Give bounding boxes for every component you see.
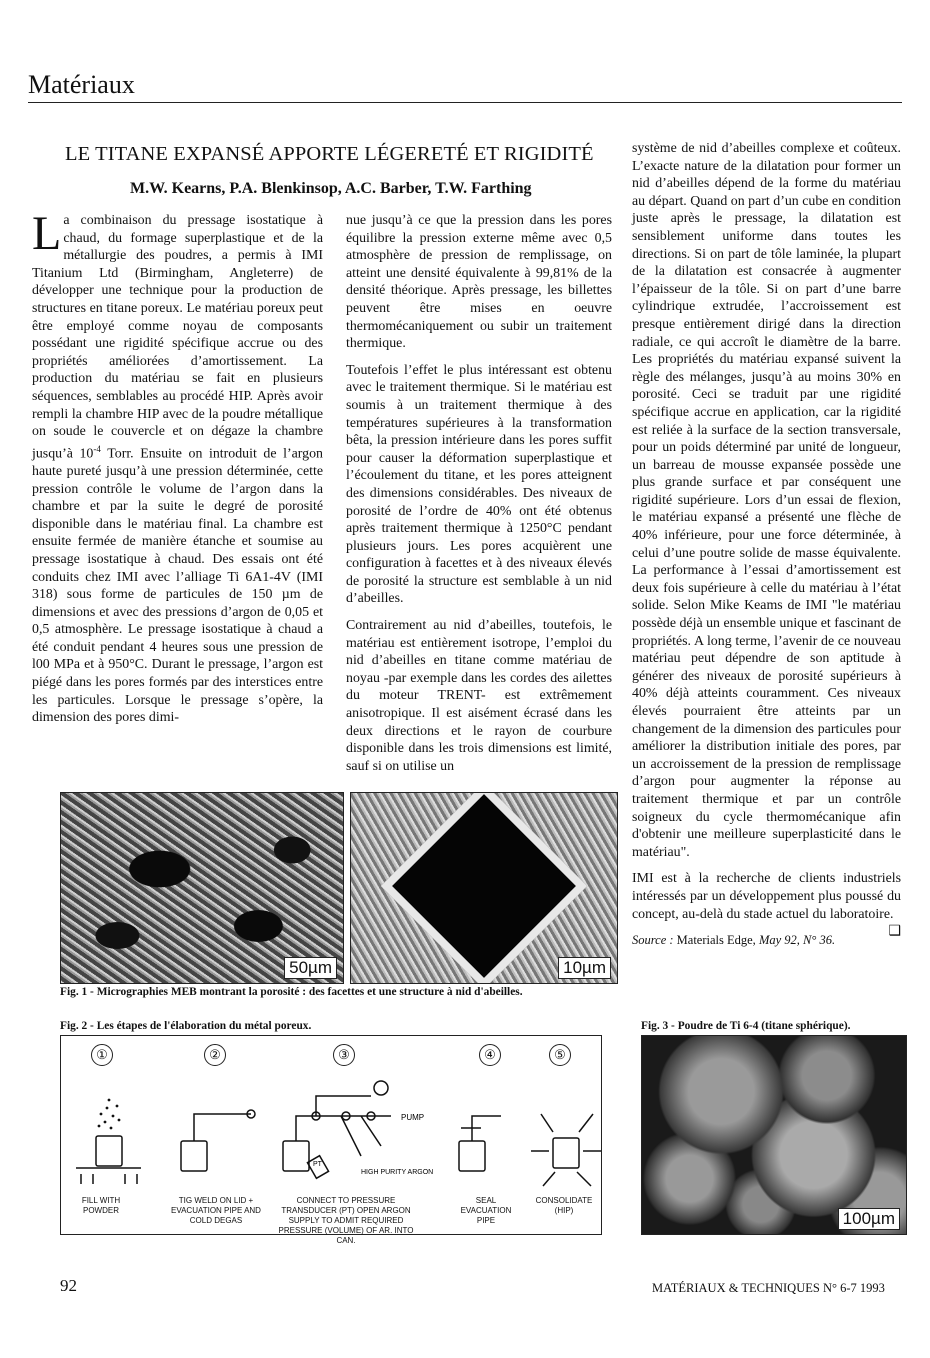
scale-bar-label: 50µm (284, 957, 337, 979)
column-2 (346, 212, 612, 784)
step-2-label: TIG WELD ON LID + EVACUATION PIPE AND COLD DEGAS (171, 1196, 261, 1225)
pump-label: PUMP (401, 1113, 425, 1122)
end-mark: ❑ (888, 924, 901, 940)
journal-name: MATÉRIAUX & TECHNIQUES N° 6-7 1993 (652, 1281, 885, 1295)
column-1 (32, 207, 324, 736)
article-authors: M.W. Kearns, P.A. Blenkinsop, A.C. Barber, T.W. Farthing (130, 180, 532, 197)
step-5-number: ⑤ (549, 1044, 571, 1066)
step-1-number: ① (91, 1044, 113, 1066)
col3-paragraph-1: système de nid d’abeilles complexe et coûteux. L’exacte nature de la dilatation pour former un nid d’abeilles dépend de la forme du matériau au départ. Quand on part d’un cube en condition juste après le pressage, la dilatation est sensiblement uniforme dans toutes les directions. Si on part de tôle laminée, la plupart de la dilatation est consacrée à augmenter l’épaisseur de la tôle. Si on part d’une barre cylindrique extrudée, l’accroissement est presque entièrement dirigé dans la direction radiale, ce qui accroît le diamètre de la barre. Les propriétés du matériau expansé suivent la règle des mélanges, jusqu’à au moins 30% en porosité. Ceci se traduit par une rigidité spécifique accrue en application, car la rigidité est reliée à la surface de la section transversale, pour un poids déterminé par unité de longueur, un barreau de mousse expansée possède une plus grande surface et par conséquent une rigidité supérieure. Lors d’un essai de flexion, le matériau expansé a présenté une flèche de 40% inférieure, pour une force déterminée, à celui d’une poutre solide de masse équivalente. La performance à l’essai d’amortissement est deux fois supérieure à celle du matériau à l’état solide. Selon Mike Keams de IMI "le matériau possède déjà un ensemble unique et fascinant de propriétés. A long terme, l’avenir de ce nouveau matériau peut dépendre de son aptitude à générer des niveaux de porosité supérieurs à 40% déjà atteints couramment. Ces niveaux élevés pourraient être atteints par un changement de la dimension des particules pour améliorer la distribution initiale des pores, par un accroissement de la pression de remplissage d’argon pour augmenter la réponse au traitement thermique et par un contrôle soigneux du cycle thermomécanique afin d'obtenir une meilleure superplasticité dans le matériau". (632, 141, 901, 860)
source-label: Source : (632, 933, 674, 948)
step-3-label: CONNECT TO PRESSURE TRANSDUCER (PT) OPEN ARGON SUPPLY TO ADMIT REQUIRED PRESSURE (VOLUME) OF AR. INTO CAN. (278, 1196, 414, 1245)
source-text: Materials Edge, (673, 933, 759, 948)
argon-label: HIGH PURITY ARGON (361, 1169, 434, 1176)
process-schematic (61, 1036, 601, 1196)
page-number: 92 (60, 1276, 77, 1295)
column-1-paragraph (32, 207, 324, 727)
step-4-label: SEAL EVACUATION PIPE (460, 1196, 512, 1225)
pore-facet (381, 792, 587, 984)
micrograph-1 (60, 792, 344, 984)
col1-text-b: Torr. Ensuite on introduit de l’argon haute pureté jusqu’à une pression déterminée, cette pression contrôle le volume de l’argon dans la chambre et par la suite le degré de porosité disponible dans le matériau final. La chambre est ensuite fermée de manière étanche et soumise au pressage isostatique à chaud. Des essais ont été conduits chez IMI avec l’alliage Ti 6A1-4V (IMI 318) sous forme de particules de 150 µm de dimensions et avec des pressions d’argon de 0,05 et 0,5 atmosphère. Le pressage isostatique à chaud a été conduit pendant 4 heures sous une pression de l00 MPa et à 950°C. Durant le pressage, l’argon est piégé dans les pores formés par des interstices entre les particules. Lorsque le pressage s’opère, la dimension des pores dimi- (32, 446, 324, 726)
micrograph-2 (350, 792, 618, 984)
powder-micrograph (641, 1035, 907, 1235)
col3-paragraph-2 (632, 870, 901, 940)
col3-text: IMI est à la recherche de clients industriels intéressés par un développement plus poussé du concept, au-delà du stade actuel du laboratoire. (632, 871, 901, 922)
pt-label: PT (313, 1161, 322, 1168)
scale-bar-label: 100µm (838, 1208, 900, 1230)
scale-bar-label: 10µm (558, 957, 611, 979)
figure-3-caption: Fig. 3 - Poudre de Ti 6-4 (titane sphérique). (641, 1020, 851, 1032)
step-2-number: ② (204, 1044, 226, 1066)
figure-2-caption: Fig. 2 - Les étapes de l'élaboration du métal poreux. (60, 1020, 312, 1032)
step-1-label: FILL WITH POWDER (81, 1196, 121, 1215)
col2-paragraph-3: Contrairement au nid d’abeilles, toutefois, le matériau est entièrement isotrope, l’emploi du nid d’abeilles en titane comme matériau de noyau -par exemple dans les cordes des ailettes du moteur TRENT- est extrêmement anisotropique. Il est aisément écrasé dans les deux directions et le rayon de courbure disponible dans les trois dimensions est limité, sauf si on utilise un (346, 618, 612, 774)
col2-paragraph-2: Toutefois l’effet le plus intéressant est obtenu avec le traitement thermique. Si le matériau est soumis à un traitement thermique à des températures supérieures à la transformation bêta, la pression intérieure dans les pores suffit pour causer la déformation superplastique et l’écoulement du titane, et les pores atteignent des dimensions considérables. Des niveaux de porosité de l’ordre de 40% ont été obtenus après traitement thermique à 1250°C pendant plusieurs jours. Les pores acquièrent une configuration à facettes et à des niveaux élevés de porosité la structure est semblable à un nid d’abeilles. (346, 362, 612, 607)
step-3-number: ③ (333, 1044, 355, 1066)
figure-1-caption: Fig. 1 - Micrographies MEB montrant la porosité : des facettes et une structure à nid d'abeilles. (60, 986, 523, 998)
drop-cap: L (32, 207, 62, 260)
step-4-number: ④ (479, 1044, 501, 1066)
section-heading: Matériaux (28, 70, 135, 99)
step-5-label: CONSOLIDATE (HIP) (535, 1196, 593, 1215)
exponent: -4 (93, 443, 101, 454)
header-rule (28, 102, 902, 103)
source-issue: May 92, N° 36. (758, 933, 836, 948)
col1-text-a: a combinaison du pressage isostatique à chaud, du formage superplastique et de la métallurgie des poudres, a permis à IMI Titanium Ltd (Birmingham, Angleterre) de développer une technique pour la production de structures en titane poreux. Le matériau poreux peut être employé comme noyau de composants possédant une rigidité spécifique accrue ou des propriétés améliorées d’amortissement. La production du matériau se fait en plusieurs séquences, semblables au procédé HIP. Après avoir rempli la chambre HIP avec de la poudre métallique on soude le couvercle et on dégaze la chambre jusqu’à 10 (32, 213, 323, 462)
column-3 (632, 140, 901, 959)
process-diagram (60, 1035, 602, 1245)
col2-paragraph-1: nue jusqu’à ce que la pression dans les pores équilibre la pression externe même avec 0,5 atmosphère de pression de remplissage, on atteint une densité équivalente à 99,81% de la densité théorique. Après pressage, les billettes peuvent être mises en oeuvre thermomécaniquement ou subir un traitement thermique. (346, 213, 612, 352)
source-line (632, 932, 901, 950)
article-title: LE TITANE EXPANSÉ APPORTE LÉGERETÉ ET RIGIDITÉ (65, 143, 594, 165)
